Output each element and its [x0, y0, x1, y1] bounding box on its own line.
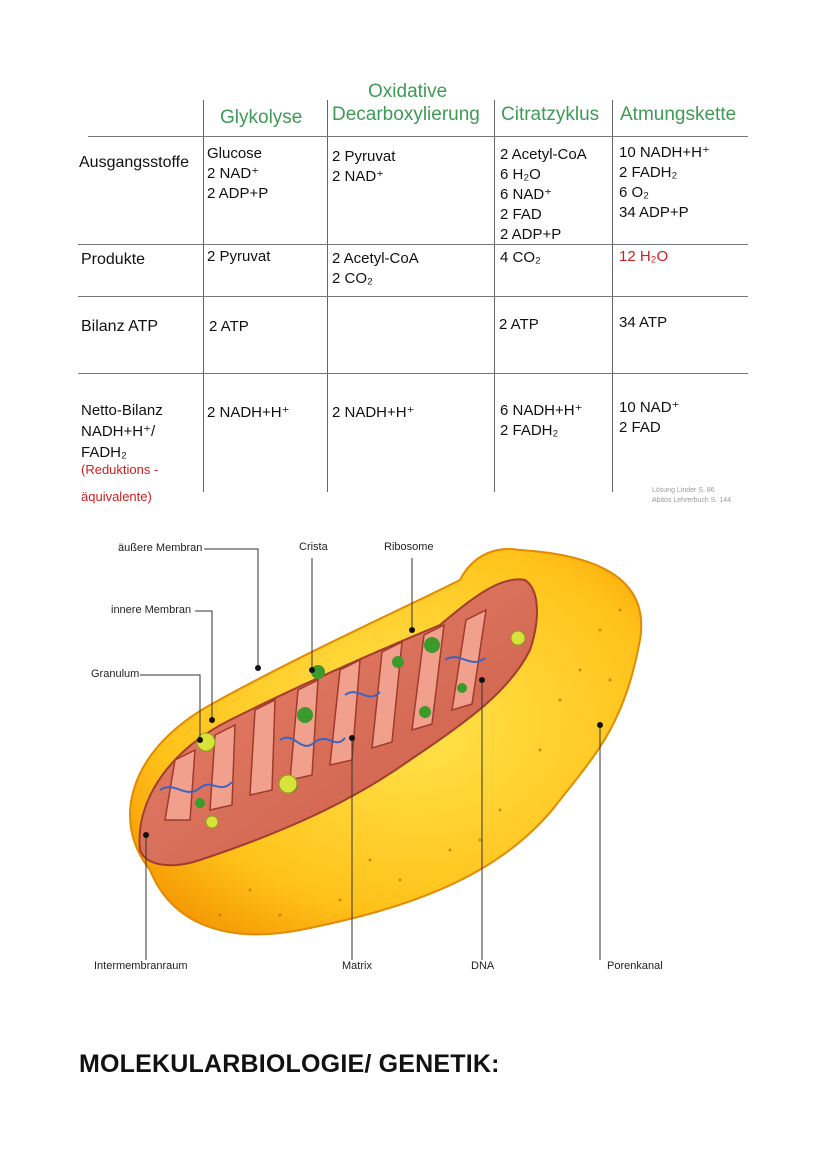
cell-bilanz-atmung: 34 ATP: [619, 314, 668, 331]
label-crista: Crista: [299, 541, 328, 553]
label-dna: DNA: [471, 960, 495, 972]
label-matrix: Matrix: [342, 960, 372, 972]
label-innere-membran: innere Membran: [111, 604, 192, 616]
header-glykolyse: Glykolyse: [220, 107, 303, 128]
cell-netto-citrat: 6 NADH+H⁺ 2 FADH₂: [500, 402, 583, 439]
section-heading: MOLEKULARBIOLOGIE/ GENETIK:: [79, 1050, 500, 1078]
table-divider: [78, 296, 748, 297]
cell-netto-atmung: 10 NAD⁺ 2 FAD: [619, 399, 680, 436]
cell-produkte-atmung: 12 H₂O: [619, 248, 669, 265]
cell-bilanz-citrat: 2 ATP: [499, 316, 539, 333]
row-label-ausgangsstoffe: Ausgangsstoffe: [79, 154, 190, 171]
label-porenkanal: Porenkanal: [607, 960, 663, 972]
header-citratzyklus: Citratzyklus: [501, 104, 600, 125]
cell-ausgang-decarb: 2 Pyruvat 2 NAD⁺: [332, 148, 396, 185]
row-label-bilanz-atp: Bilanz ATP: [81, 318, 159, 335]
cell-produkte-decarb: 2 Acetyl-CoA 2 CO₂: [332, 250, 419, 287]
cell-produkte-glykolyse: 2 Pyruvat: [207, 248, 271, 265]
label-aeussere-membran: äußere Membran: [118, 542, 203, 554]
row-sublabel-reduktions: (Reduktions -: [81, 462, 159, 477]
cell-ausgang-glykolyse: Glucose 2 NAD⁺ 2 ADP+P: [207, 145, 269, 202]
label-granulum: Granulum: [91, 668, 140, 680]
table-divider: [78, 373, 748, 374]
row-label-produkte: Produkte: [81, 251, 146, 268]
label-intermembranraum: Intermembranraum: [94, 960, 188, 972]
cell-ausgang-citrat: 2 Acetyl-CoA 6 H₂O 6 NAD⁺ 2 FAD 2 ADP+P: [500, 146, 587, 243]
row-label-netto-bilanz: Netto-Bilanz NADH+H⁺/ FADH₂: [81, 402, 163, 461]
table-divider: [88, 136, 748, 137]
cell-netto-decarb: 2 NADH+H⁺: [332, 404, 415, 421]
credit-line-1: Lösung Linder S. 86: [652, 487, 715, 494]
header-atmungskette: Atmungskette: [620, 104, 737, 125]
mitochondrion-illustration: [0, 520, 828, 990]
cell-bilanz-glykolyse: 2 ATP: [209, 318, 249, 335]
cell-produkte-citrat: 4 CO₂: [500, 249, 541, 266]
cell-netto-glykolyse: 2 NADH+H⁺: [207, 404, 290, 421]
table-divider: [78, 244, 748, 245]
header-decarb-line2: Decarboxylierung: [332, 104, 480, 125]
label-ribosome: Ribosome: [384, 541, 434, 553]
cell-ausgang-atmung: 10 NADH+H⁺ 2 FADH₂ 6 O₂ 34 ADP+P: [619, 144, 710, 221]
row-sublabel-aequivalente: äquivalente): [81, 489, 152, 504]
credit-line-2: Abitos Lehrerbuch S. 144: [652, 497, 731, 504]
mitochondrion-figure: [0, 520, 828, 990]
header-decarb-line1: Oxidative: [368, 81, 448, 102]
